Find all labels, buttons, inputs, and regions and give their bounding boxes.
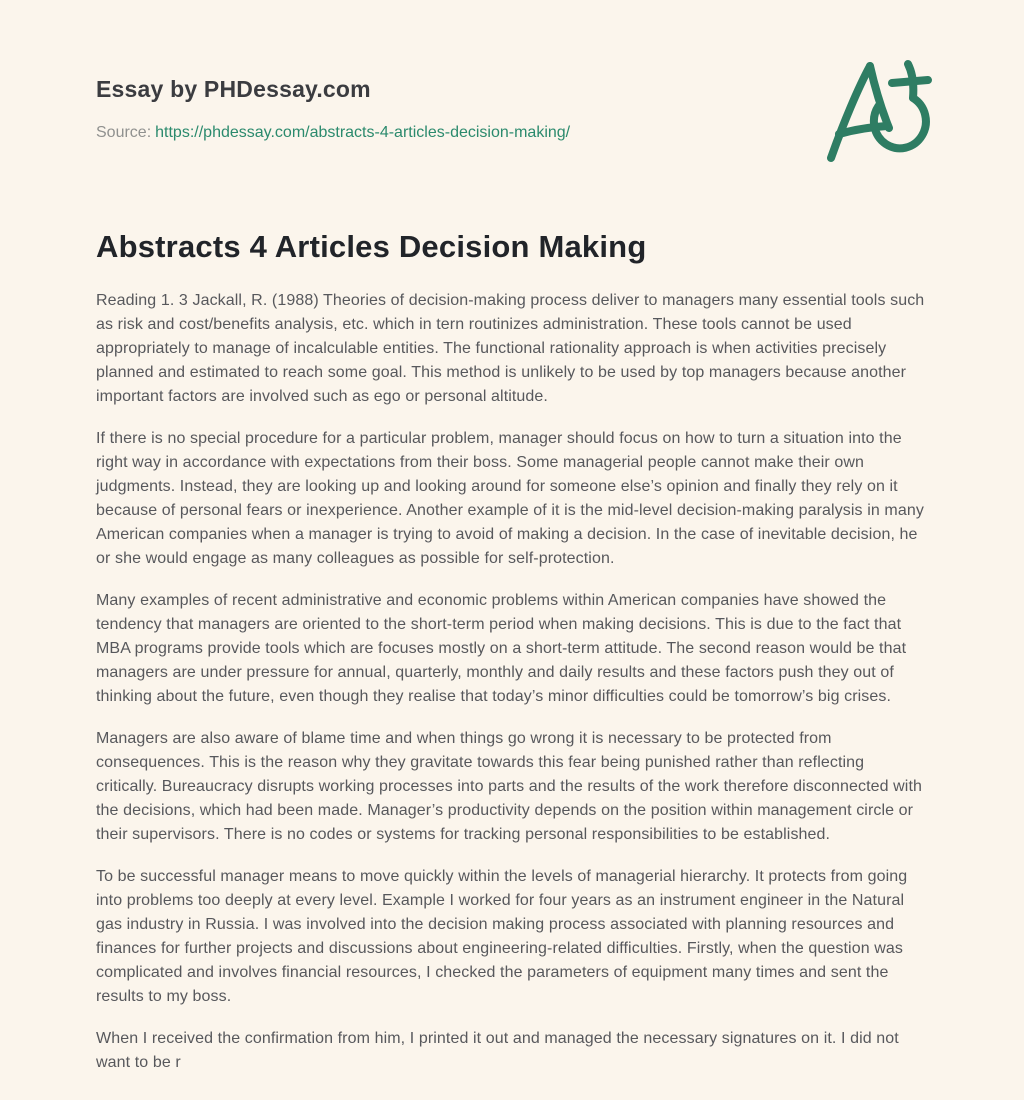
article-paragraph: If there is no special procedure for a particular problem, manager should focus on how to turn a situation into the right way in accordance with expectations from their boss. Some managerial people cannot make their own judgments. Instead, they are looking up and looking around for someone else’s opinion and finally they rely on it because of personal fears or inexperience. Another example of it is the mid-level decision-making paralysis in many American companies when a manager is trying to avoid of making a decision. In the case of inevitable decision, he or she would engage as many colleagues as possible for self-protection. [96,430,924,567]
source-label: Source: [96,124,152,141]
article-paragraph: Managers are also aware of blame time and when things go wrong it is necessary to be protected from consequences. This is the reason why they gravitate towards this fear being punished rather than reflecting critically. Bureaucracy disrupts working processes into parts and the results of the work therefore disconnected with the decisions, which had been made. Manager’s productivity depends on the position within management circle or their supervisors. There is no codes or systems for tracking personal responsibilities to be established. [96,730,923,843]
source-link[interactable]: https://phdessay.com/abstracts-4-articles-decision-making/ [155,124,571,141]
article-paragraph: To be successful manager means to move quickly within the levels of managerial hierarchy. It protects from going into problems too deeply at every level. Example I worked for four years as an instrument engineer in the Natural gas industry in Russia. I was involved into the decision making process associated with planning resources and finances for further projects and discussions about engineering-related difficulties. Firstly, when the question was complicated and involves financial resources, I checked the parameters of equipment many times and sent the results to my boss. [96,868,908,1005]
a-plus-logo-icon [822,52,934,168]
article-title: Abstracts 4 Articles Decision Making [96,229,647,264]
article-paragraph: When I received the confirmation from him, I printed it out and managed the necessary signatures on it. I did not want to be r [96,1030,899,1071]
site-title: Essay by PHDessay.com [96,76,371,102]
article-body [96,289,928,1075]
article-paragraph: Reading 1. 3 Jackall, R. (1988) Theories of decision-making process deliver to managers many essential tools such as risk and cost/benefits analysis, etc. which in tern routinizes administration. These tools cannot be used appropriately to manage of incalculable entities. The functional rationality approach is when activities precisely planned and estimated to reach some goal. This method is unlikely to be used by top managers because another important factors are involved such as ego or personal altitude. [96,292,925,405]
article-paragraph: Many examples of recent administrative and economic problems within American companies have showed the tendency that managers are oriented to the short-term period when making decisions. This is due to the fact that MBA programs provide tools which are focuses mostly on a short-term attitude. The second reason would be that managers are under pressure for annual, quarterly, monthly and daily results and these factors push they out of thinking about the future, even though they realise that today’s minor difficulties could be tomorrow’s big crises. [96,592,907,705]
page-header [96,75,928,143]
essay-article [96,229,928,1075]
source-line [96,123,928,143]
